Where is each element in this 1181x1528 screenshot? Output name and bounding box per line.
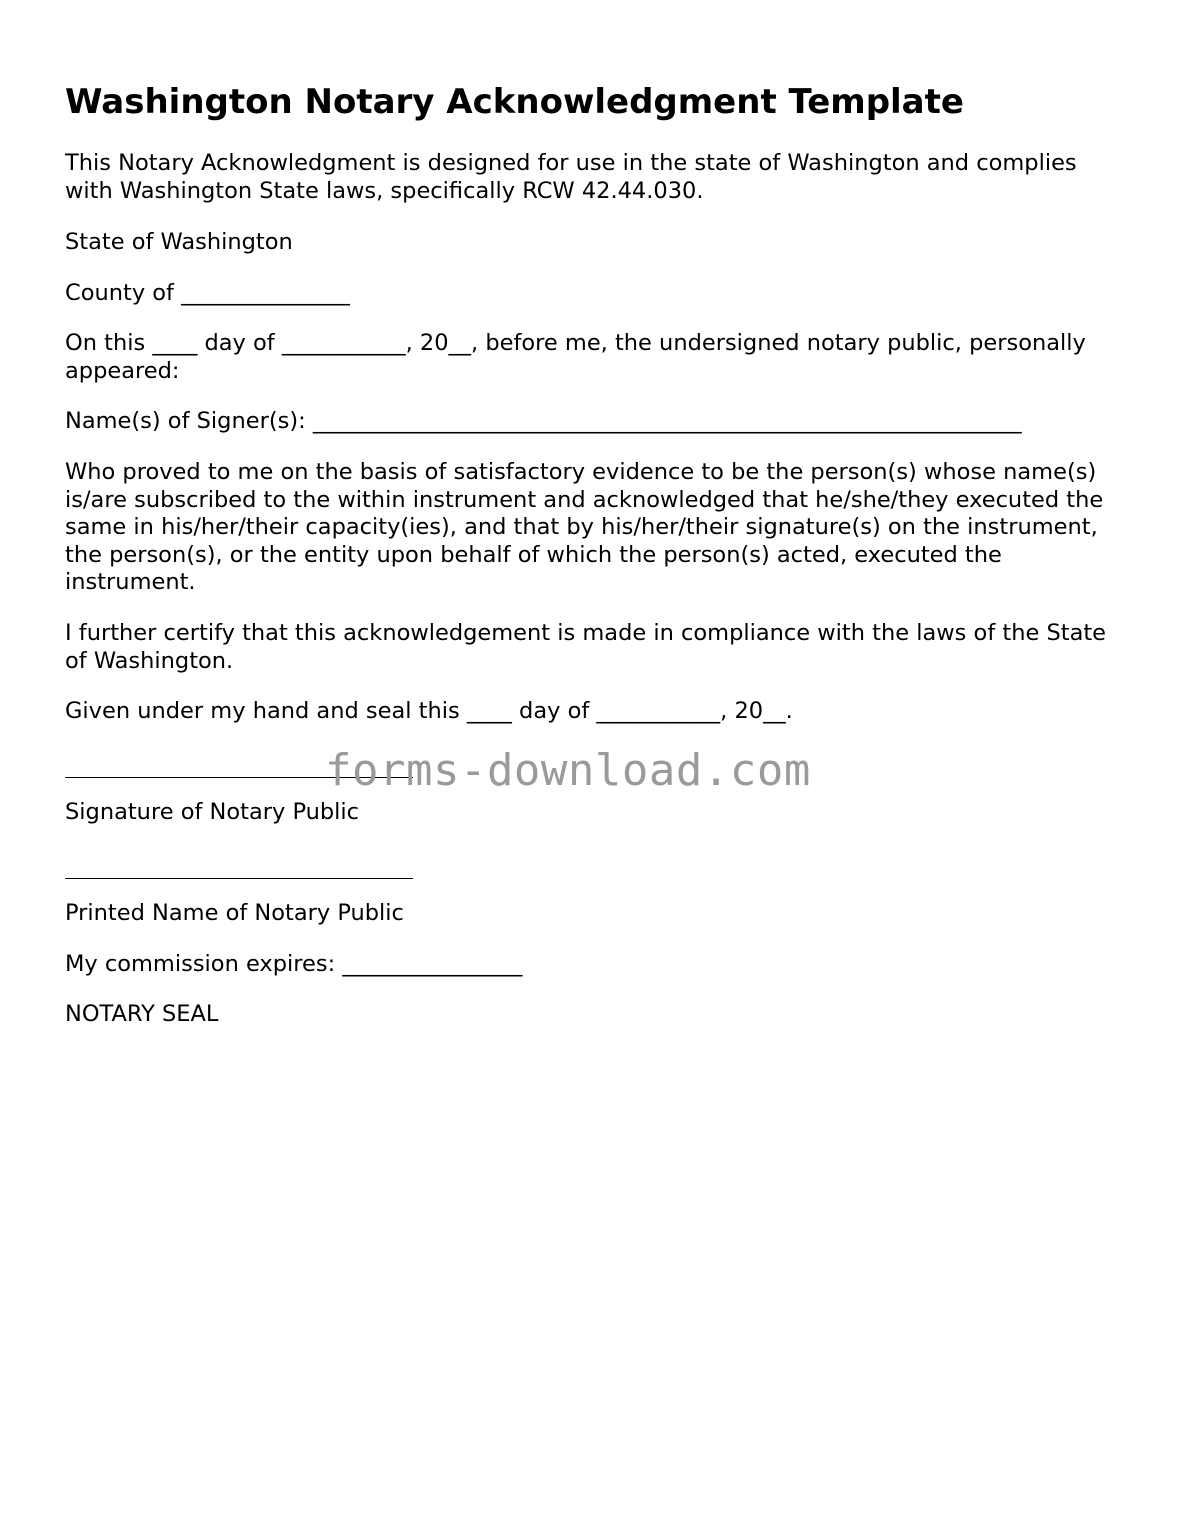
intro-paragraph: This Notary Acknowledgment is designed for use in the state of Washington and complies with Washington State laws, specifically RCW 42.44.030. xyxy=(65,150,1077,204)
signer-names-line: Name(s) of Signer(s): _______________________________________________________________ xyxy=(65,408,1022,434)
printed-name-line xyxy=(65,878,413,879)
county-line: County of _______________ xyxy=(65,280,350,306)
notary-seal-label: NOTARY SEAL xyxy=(65,1001,219,1027)
printed-name-label: Printed Name of Notary Public xyxy=(65,900,404,926)
certify-paragraph: I further certify that this acknowledgement is made in compliance with the laws of the State of Washington. xyxy=(65,620,1107,674)
commission-expires-line: My commission expires: ________________ xyxy=(65,951,523,977)
state-line: State of Washington xyxy=(65,229,293,255)
given-under-hand-line: Given under my hand and seal this ____ day of ___________, 20__. xyxy=(65,698,793,724)
watermark-text: forms-download.com xyxy=(325,745,811,796)
signature-label: Signature of Notary Public xyxy=(65,799,360,825)
appearance-line: On this ____ day of ___________, 20__, before me, the undersigned notary public, personally appeared: xyxy=(65,330,1086,384)
document-title: Washington Notary Acknowledgment Template xyxy=(65,82,964,122)
proof-paragraph: Who proved to me on the basis of satisfactory evidence to be the person(s) whose name(s) is/are subscribed to the within instrument and acknowledged that he/she/they executed the same in his/her/their capacity(ies), and that by his/her/their signature(s) on the instrument, the person(s), or the entity upon behalf of which the person(s) acted, executed the instrument. xyxy=(65,459,1104,595)
